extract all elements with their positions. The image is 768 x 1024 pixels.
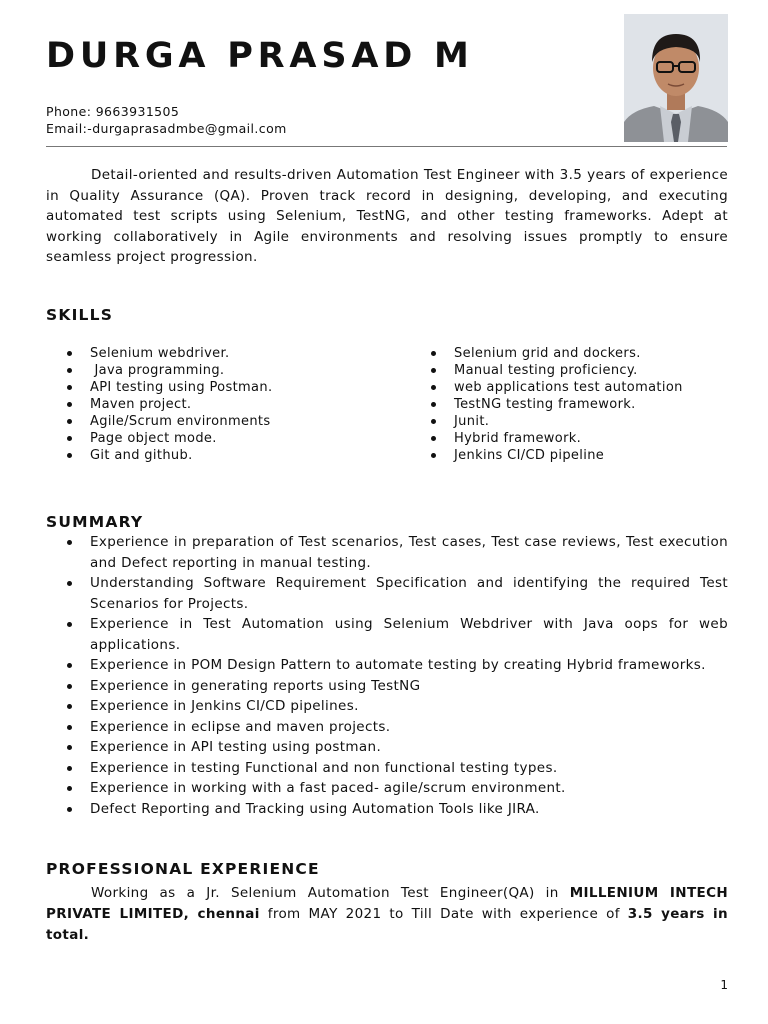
contact-info <box>46 103 287 137</box>
summary-item: Experience in Test Automation using Selenium Webdriver with Java oops for web applications. <box>64 614 728 655</box>
skills-list-right <box>428 345 728 464</box>
skill-item: Maven project. <box>64 396 394 413</box>
summary-item: Experience in working with a fast paced- agile/scrum environment. <box>64 778 728 799</box>
summary-item: Defect Reporting and Tracking using Automation Tools like JIRA. <box>64 799 728 820</box>
experience-paragraph <box>46 883 728 946</box>
skill-item: Page object mode. <box>64 430 394 447</box>
company-name: MILLENIUM INTECH PRIVATE LIMITED, chennai <box>46 885 728 922</box>
skill-item: Selenium grid and dockers. <box>428 345 728 362</box>
skill-item: Git and github. <box>64 447 394 464</box>
skill-item: Manual testing proficiency. <box>428 362 728 379</box>
candidate-name: DURGA PRASAD M <box>46 36 474 76</box>
skill-item: API testing using Postman. <box>64 379 394 396</box>
summary-list <box>64 532 728 819</box>
skill-item: Junit. <box>428 413 728 430</box>
profile-summary: Detail-oriented and results-driven Automation Test Engineer with 3.5 years of experience in Quality Assurance (QA). Proven track record in designing, developing, and executing automated test scripts using Selenium, TestNG, and other testing frameworks. Adept at working collaboratively in Agile environments and resolving issues promptly to ensure seamless project progression. <box>46 167 728 265</box>
summary-item: Experience in eclipse and maven projects. <box>64 717 728 738</box>
skill-item: Hybrid framework. <box>428 430 728 447</box>
skill-item: Jenkins CI/CD pipeline <box>428 447 728 464</box>
experience-role-text: Working as a Jr. Selenium Automation Test Engineer(QA) in <box>91 885 570 901</box>
skill-item: TestNG testing framework. <box>428 396 728 413</box>
summary-item: Experience in API testing using postman. <box>64 737 728 758</box>
summary-item: Experience in preparation of Test scenarios, Test cases, Test case reviews, Test execution and Defect reporting in manual testing. <box>64 532 728 573</box>
summary-item: Experience in testing Functional and non functional testing types. <box>64 758 728 779</box>
experience-date-text: from MAY 2021 to Till Date with experience of <box>259 906 628 922</box>
header-divider <box>46 146 727 147</box>
summary-item: Experience in POM Design Pattern to automate testing by creating Hybrid frameworks. <box>64 655 728 676</box>
profile-photo <box>624 14 728 142</box>
summary-item: Understanding Software Requirement Specification and identifying the required Test Scenarios for Projects. <box>64 573 728 614</box>
summary-heading: SUMMARY <box>46 513 144 531</box>
summary-item: Experience in generating reports using TestNG <box>64 676 728 697</box>
experience-heading: PROFESSIONAL EXPERIENCE <box>46 860 320 878</box>
skills-heading: SKILLS <box>46 306 114 324</box>
page-number: 1 <box>720 978 728 992</box>
skills-list-left <box>64 345 394 464</box>
summary-item: Experience in Jenkins CI/CD pipelines. <box>64 696 728 717</box>
skill-item: Selenium webdriver. <box>64 345 394 362</box>
experience-total: 3.5 years in total. <box>46 906 728 943</box>
phone-number: Phone: 9663931505 <box>46 104 180 119</box>
email-address: Email:-durgaprasadmbe@gmail.com <box>46 121 287 136</box>
skill-item: web applications test automation <box>428 379 728 396</box>
skill-item: Java programming. <box>64 362 394 379</box>
skill-item: Agile/Scrum environments <box>64 413 394 430</box>
